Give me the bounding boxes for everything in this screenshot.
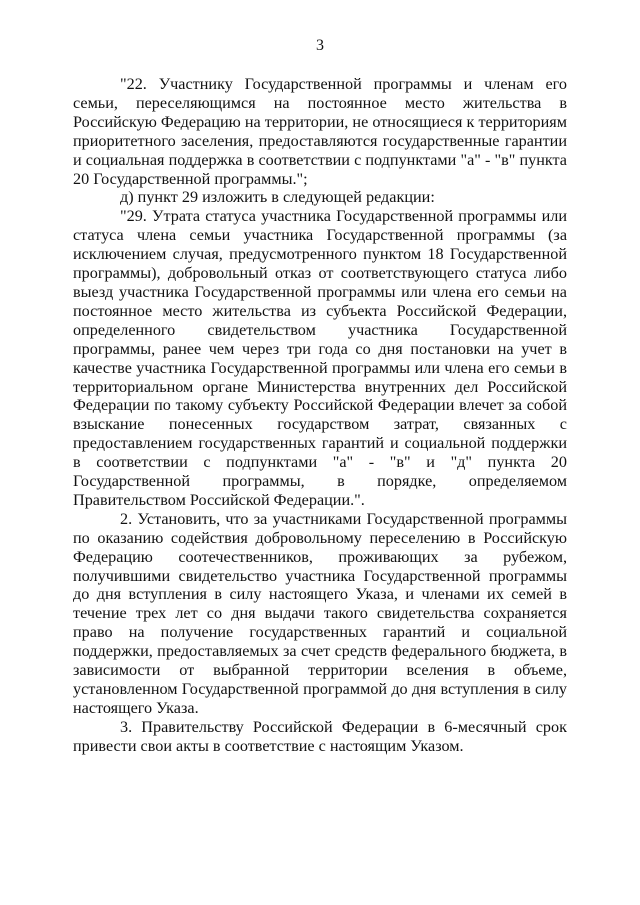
paragraph-subpoint-d: д) пункт 29 изложить в следующей редакции: [120,188,435,207]
document-body [73,75,567,756]
paragraph-point-29: "29. Утрата статуса участника Государственной программы или статуса члена семьи участника Государственной программы (за исключением случая, предусмотренного пунктом 18 Государственной программы), добровольный отказ от соответствующего статуса либо выезд участника Государственной программы или члена его семьи на постоянное место жительства из субъекта Российской Федерации, определенного свидетельством участника Государственной программы, ранее чем через три года со дня постановки на учет в качестве участника Государственной программы или члена его семьи в территориальном органе Министерства внутренних дел Российской Федерации по такому субъекту Российской Федерации влечет за собой взыскание понесенных государством затрат, связанных с предоставлением государственных гарантий и социальной поддержки в соответствии с подпунктами "а" - "в" и "д" пункта 20 Государственной программы, в порядке, определяемом Правительством Российской Федерации.". [73,207,567,509]
paragraph-item-3: 3. Правительству Российской Федерации в 6-месячный срок привести свои акты в соответствие с настоящим Указом. [73,717,567,755]
page-number: 3 [316,37,324,54]
paragraph-point-22: "22. Участнику Государственной программы и членам его семьи, переселяющимся на постоянное место жительства в Российскую Федерацию на территории, не относящиеся к территориям приоритетного заселения, предоставляются государственные гарантии и социальная поддержка в соответствии с подпунктами "а" - "в" пункта 20 Государственной программы."; [73,75,567,188]
paragraph-item-2: 2. Установить, что за участниками Государственной программы по оказанию содействия добровольному переселению в Российскую Федерацию соотечественников, проживающих за рубежом, получившими свидетельство участника Государственной программы до дня вступления в силу настоящего Указа, и членами их семей в течение трех лет со дня выдачи такого свидетельства сохраняется право на получение государственных гарантий и социальной поддержки, предоставляемых за счет средств федерального бюджета, в зависимости от выбранной территории вселения в объеме, установленном Государственной программой до дня вступления в силу настоящего Указа. [73,509,567,717]
